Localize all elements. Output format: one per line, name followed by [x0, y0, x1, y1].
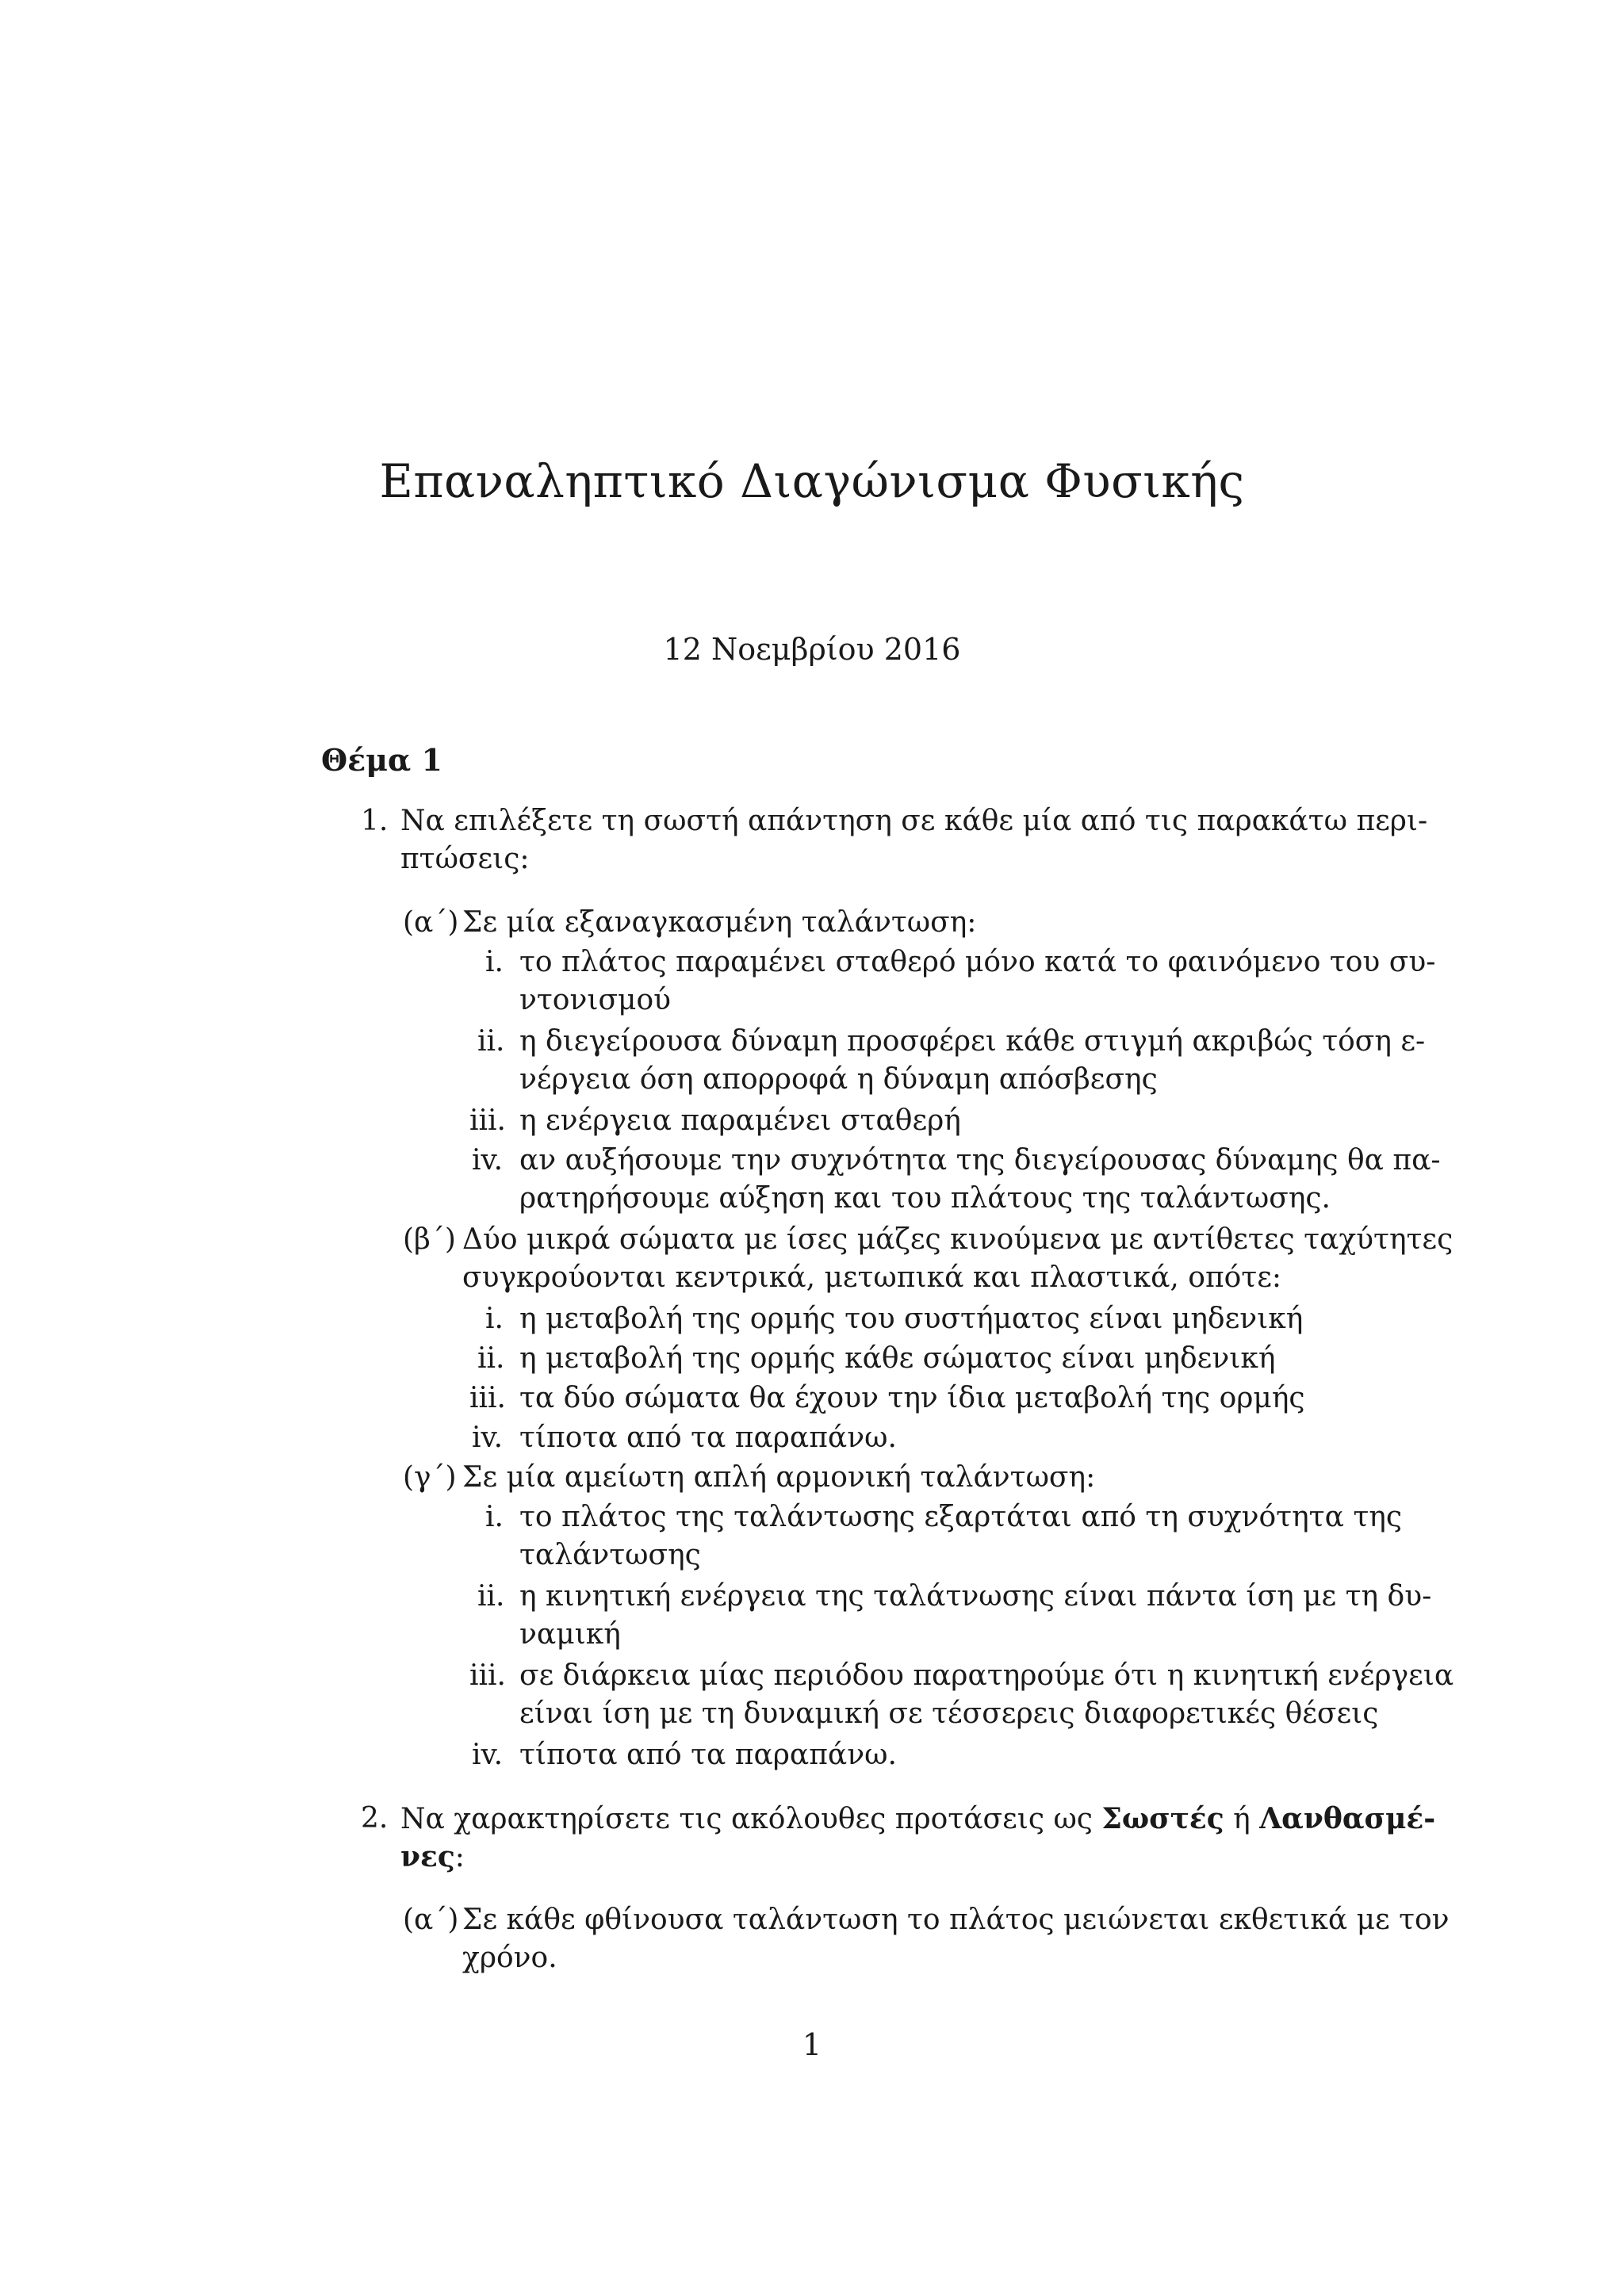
subquestion-text: Σε μία εξαναγκασμένη ταλάντωση:	[462, 906, 977, 939]
bold-term: Σωστές	[1101, 1802, 1224, 1835]
option-label: ii.	[477, 1342, 505, 1375]
subquestion-text: Δύο μικρά σώματα με ίσες μάζες κινούμενα με αντίθετες ταχύτητες	[462, 1223, 1454, 1256]
question-text: Να επιλέξετε τη σωστή απάντηση σε κάθε μία από τις παρακάτω περι-	[400, 805, 1428, 837]
option-text: η ενέργεια παραμένει σταθερή	[519, 1104, 961, 1137]
option-text: ντονισμού	[519, 984, 672, 1016]
option-label: iv.	[472, 1739, 504, 1771]
option-text: τα δύο σώματα θα έχουν την ίδια μεταβολή της ορμής	[519, 1382, 1305, 1414]
document-date: 12 Νοεμβρίου 2016	[663, 632, 961, 667]
option-text: το πλάτος παραμένει σταθερό μόνο κατά το φαινόμενο του συ-	[519, 946, 1436, 978]
question-number: 2.	[361, 1802, 389, 1835]
option-text: ρατηρήσουμε αύξηση και του πλάτους της ταλάντωσης.	[519, 1182, 1331, 1215]
option-text: η διεγείρουσα δύναμη προσφέρει κάθε στιγμή ακριβώς τόση ε-	[519, 1025, 1426, 1058]
subquestion-text: χρόνο.	[462, 1942, 557, 1974]
option-text: τίποτα από τα παραπάνω.	[519, 1422, 897, 1454]
option-text: είναι ίση με τη δυναμική σε τέσσερεις διαφορετικές θέσεις	[519, 1697, 1379, 1730]
option-text: η κινητική ενέργεια της ταλάτνωσης είναι πάντα ίση με τη δυ-	[519, 1580, 1432, 1613]
option-text: τίποτα από τα παραπάνω.	[519, 1739, 897, 1771]
question-text: πτώσεις:	[400, 843, 530, 875]
subquestion-label: (α΄)	[403, 906, 459, 939]
subquestion-label: (α΄)	[403, 1904, 459, 1936]
subquestion-label: (β΄)	[403, 1223, 456, 1256]
subquestion-text: Σε μία αμείωτη απλή αρμονική ταλάντωση:	[462, 1461, 1096, 1494]
question-text: νες:	[400, 1840, 465, 1873]
option-label: iii.	[469, 1659, 506, 1692]
page-number: 1	[802, 2027, 822, 2062]
option-label: iv.	[472, 1144, 504, 1177]
option-label: iii.	[469, 1382, 506, 1414]
option-label: iii.	[469, 1104, 506, 1137]
option-text: ταλάντωσης	[519, 1539, 701, 1571]
bold-term: νες	[400, 1840, 455, 1873]
subquestion-text: συγκρούονται κεντρικά, μετωπικά και πλαστικά, οπότε:	[462, 1261, 1281, 1294]
bold-term: Λανθασμέ-	[1259, 1802, 1436, 1835]
option-text: νέργεια όση απορροφά η δύναμη απόσβεσης	[519, 1063, 1158, 1096]
option-text: αν αυξήσουμε την συχνότητα της διεγείρουσας δύναμης θα πα-	[519, 1144, 1441, 1177]
question-text: Να χαρακτηρίσετε τις ακόλουθες προτάσεις ως Σωστές ή Λανθασμέ-	[400, 1802, 1436, 1835]
subquestion-label: (γ΄)	[403, 1461, 457, 1494]
option-label: i.	[485, 1303, 504, 1335]
option-text: ναμική	[519, 1618, 621, 1651]
option-label: ii.	[477, 1025, 505, 1058]
option-text: η μεταβολή της ορμής κάθε σώματος είναι μηδενική	[519, 1342, 1276, 1375]
option-text: το πλάτος της ταλάντωσης εξαρτάται από τη συχνότητα της	[519, 1501, 1402, 1533]
question-number: 1.	[361, 805, 389, 837]
option-label: i.	[485, 1501, 504, 1533]
option-label: ii.	[477, 1580, 505, 1613]
subquestion-text: Σε κάθε φθίνουσα ταλάντωση το πλάτος μειώνεται εκθετικά με τον	[462, 1904, 1450, 1936]
option-text: η μεταβολή της ορμής του συστήματος είναι μηδενική	[519, 1303, 1304, 1335]
option-label: iv.	[472, 1422, 504, 1454]
option-text: σε διάρκεια μίας περιόδου παρατηρούμε ότι η κινητική ενέργεια	[519, 1659, 1454, 1692]
section-heading: Θέμα 1	[321, 742, 442, 778]
page-title: Επαναληπτικό Διαγώνισμα Φυσικής	[379, 454, 1245, 508]
option-label: i.	[485, 946, 504, 978]
